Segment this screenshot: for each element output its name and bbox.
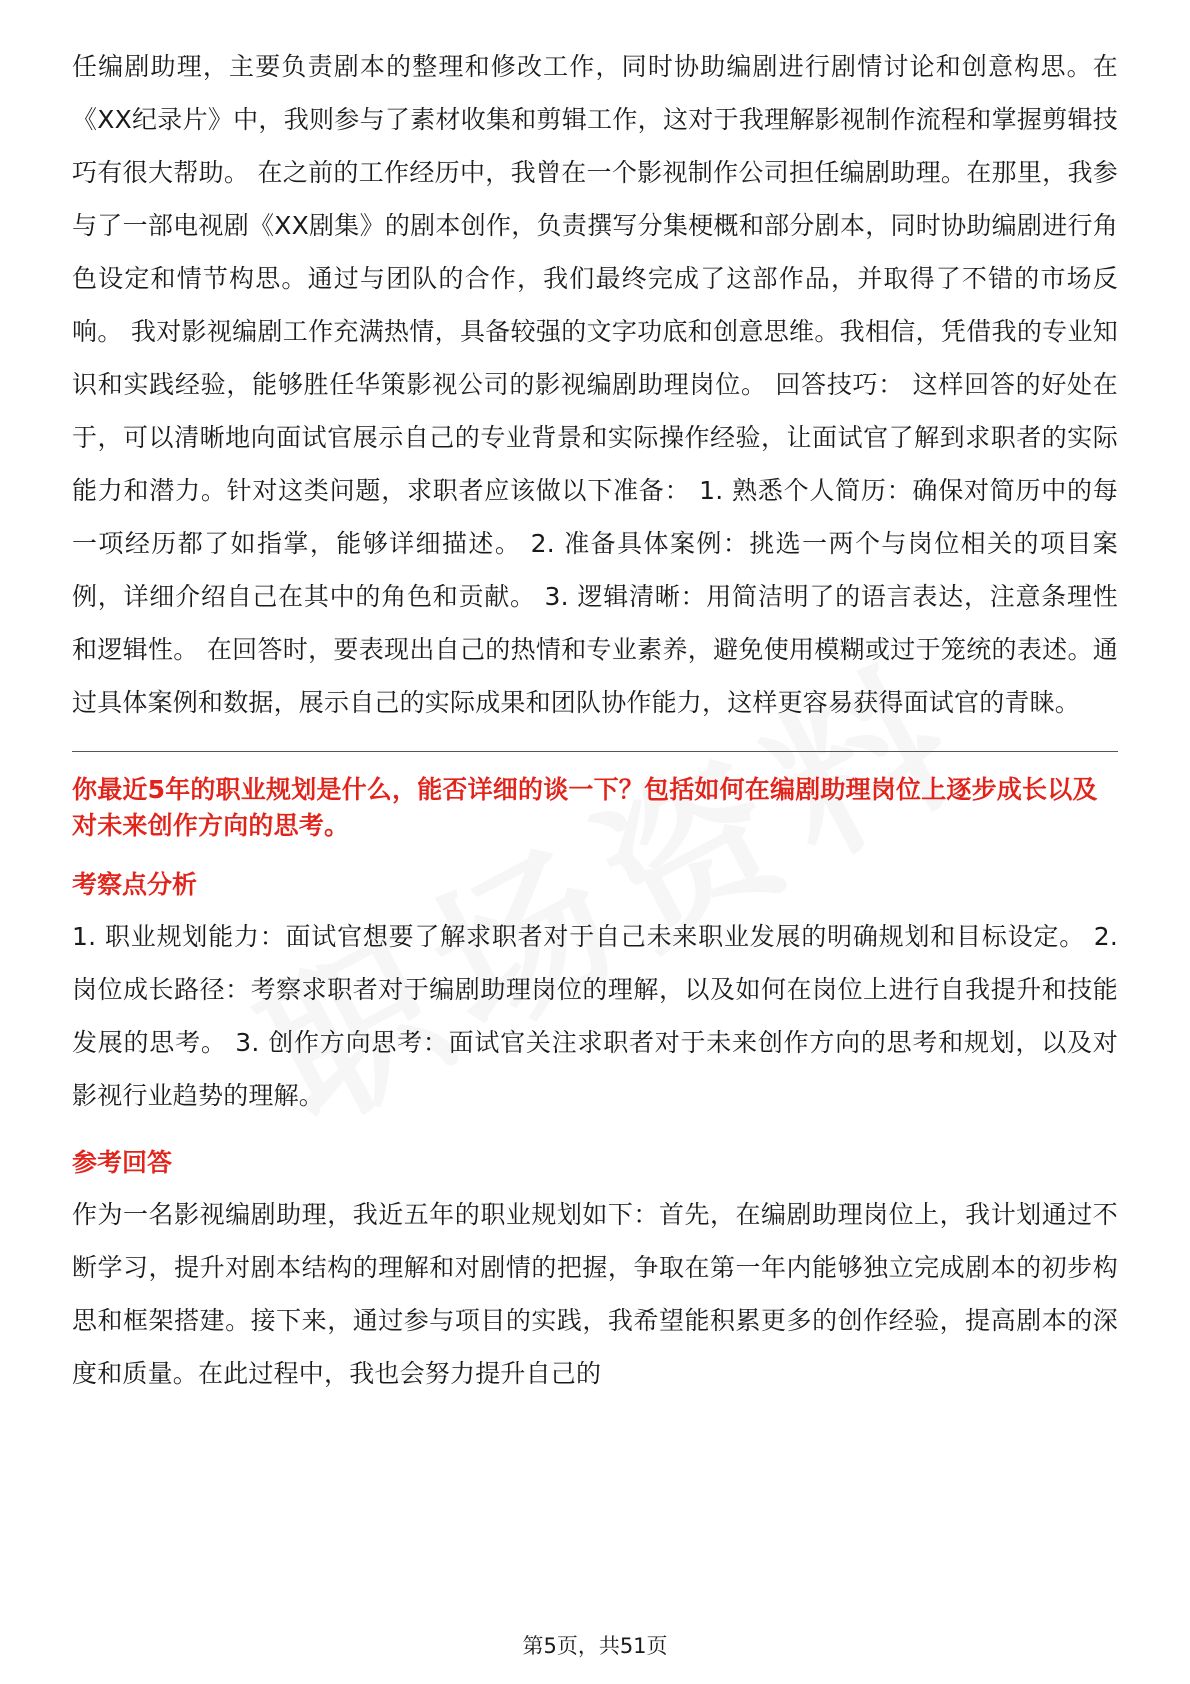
intro-paragraph: 任编剧助理，主要负责剧本的整理和修改工作，同时协助编剧进行剧情讨论和创意构思。在《XX纪录片》中，我则参与了素材收集和剪辑工作，这对于我理解影视制作流程和掌握剪辑技巧有很大帮助。 在之前的工作经历中，我曾在一个影视制作公司担任编剧助理。在那里，我参与了一部电视剧《XX剧集》的剧本创作，负责撰写分集梗概和部分剧本，同时协助编剧进行角色设定和情节构思。通过与团队的合作，我们最终完成了这部作品，并取得了不错的市场反响。 我对影视编剧工作充满热情，具备较强的文字功底和创意思维。我相信，凭借我的专业知识和实践经验，能够胜任华策影视公司的影视编剧助理岗位。 回答技巧： 这样回答的好处在于，可以清晰地向面试官展示自己的专业背景和实际操作经验，让面试官了解到求职者的实际能力和潜力。针对这类问题，求职者应该做以下准备： 1. 熟悉个人简历：确保对简历中的每一项经历都了如指掌，能够详细描述。 2. 准备具体案例：挑选一两个与岗位相关的项目案例，详细介绍自己在其中的角色和贡献。 3. 逻辑清晰：用简洁明了的语言表达，注意条理性和逻辑性。 在回答时，要表现出自己的热情和专业素养，避免使用模糊或过于笼统的表述。通过具体案例和数据，展示自己的实际成果和团队协作能力，这样更容易获得面试官的青睐。 xyxy=(72,52,1118,717)
analysis-heading: 考察点分析 xyxy=(72,870,198,899)
page-number: 第5页，共51页 xyxy=(522,1634,668,1658)
document-page xyxy=(72,40,1118,1400)
answer-paragraph: 作为一名影视编剧助理，我近五年的职业规划如下：首先，在编剧助理岗位上，我计划通过不断学习，提升对剧本结构的理解和对剧情的把握，争取在第一年内能够独立完成剧本的初步构思和框架搭建。接下来，通过参与项目的实践，我希望能积累更多的创作经验，提高剧本的深度和质量。在此过程中，我也会努力提升自己的 xyxy=(72,1200,1118,1388)
section-divider xyxy=(72,751,1118,752)
interview-question: 你最近5年的职业规划是什么，能否详细的谈一下？包括如何在编剧助理岗位上逐步成长以及对未来创作方向的思考。 xyxy=(72,775,1098,840)
answer-heading: 参考回答 xyxy=(72,1148,173,1177)
analysis-paragraph: 1. 职业规划能力：面试官想要了解求职者对于自己未来职业发展的明确规划和目标设定。 2. 岗位成长路径：考察求职者对于编剧助理岗位的理解，以及如何在岗位上进行自我提升和技能发展的思考。 3. 创作方向思考：面试官关注求职者对于未来创作方向的思考和规划，以及对影视行业趋势的理解。 xyxy=(72,922,1118,1110)
